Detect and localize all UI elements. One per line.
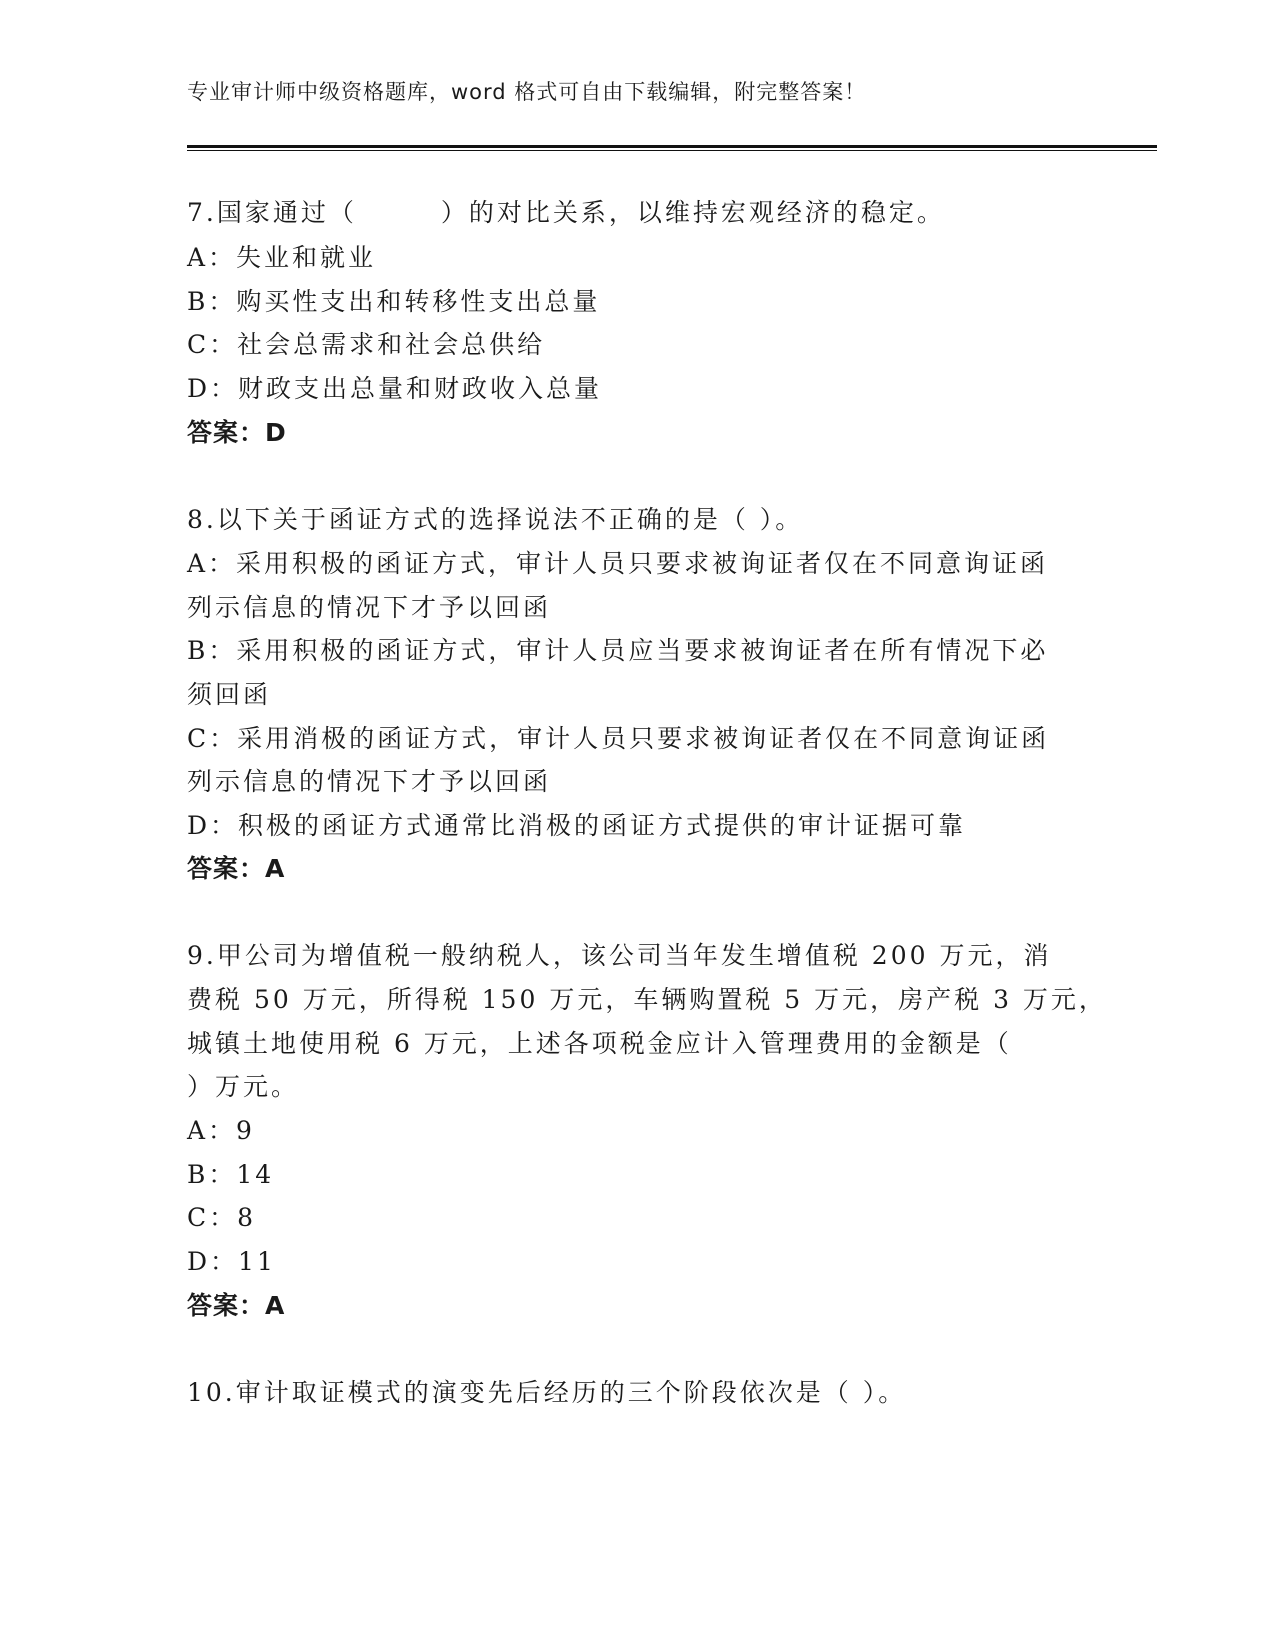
question-7-option-a: A：失业和就业 — [187, 243, 377, 272]
question-8-option-a-cont: 列示信息的情况下才予以回函 — [187, 593, 552, 622]
header-rule-thick — [187, 145, 1157, 148]
question-9-stem-line-2: 费税 50 万元，所得税 150 万元，车辆购置税 5 万元，房产税 3 万元， — [187, 985, 1107, 1014]
question-8-option-b: B：采用积极的函证方式，审计人员应当要求被询证者在所有情况下必 — [187, 636, 1049, 665]
question-8-option-d: D：积极的函证方式通常比消极的函证方式提供的审计证据可靠 — [187, 811, 967, 840]
question-8-option-b-cont: 须回函 — [187, 680, 272, 709]
question-8-option-a: A：采用积极的函证方式，审计人员只要求被询证者仅在不同意询证函 — [187, 549, 1049, 578]
page-header: 专业审计师中级资格题库，word 格式可自由下载编辑，附完整答案！ — [187, 80, 867, 104]
question-7-stem: 7.国家通过（ ）的对比关系，以维持宏观经济的稳定。 — [187, 198, 945, 227]
question-9-option-b: B：14 — [187, 1160, 275, 1189]
question-9-option-a: A：9 — [187, 1116, 255, 1145]
question-8-option-c-cont: 列示信息的情况下才予以回函 — [187, 767, 552, 796]
header-rule-thin — [187, 150, 1157, 151]
question-9-option-d: D：11 — [187, 1247, 276, 1276]
question-8-answer: 答案：A — [187, 854, 286, 883]
question-9-answer: 答案：A — [187, 1291, 286, 1320]
question-9-stem-line-4: ）万元。 — [187, 1072, 300, 1101]
question-9-stem-line-3: 城镇土地使用税 6 万元，上述各项税金应计入管理费用的金额是（ — [187, 1029, 1012, 1058]
question-7-option-b: B：购买性支出和转移性支出总量 — [187, 287, 601, 316]
question-9-option-c: C：8 — [187, 1203, 257, 1232]
question-7-option-c: C：社会总需求和社会总供给 — [187, 330, 546, 359]
question-10-stem: 10.审计取证模式的演变先后经历的三个阶段依次是（ ）。 — [187, 1378, 907, 1407]
question-7-answer: 答案：D — [187, 418, 287, 447]
question-7-option-d: D：财政支出总量和财政收入总量 — [187, 374, 603, 403]
question-8-stem: 8.以下关于函证方式的选择说法不正确的是（ ）。 — [187, 505, 804, 534]
question-8-option-c: C：采用消极的函证方式，审计人员只要求被询证者仅在不同意询证函 — [187, 724, 1050, 753]
question-9-stem: 9.甲公司为增值税一般纳税人，该公司当年发生增值税 200 万元，消 — [187, 941, 1052, 970]
